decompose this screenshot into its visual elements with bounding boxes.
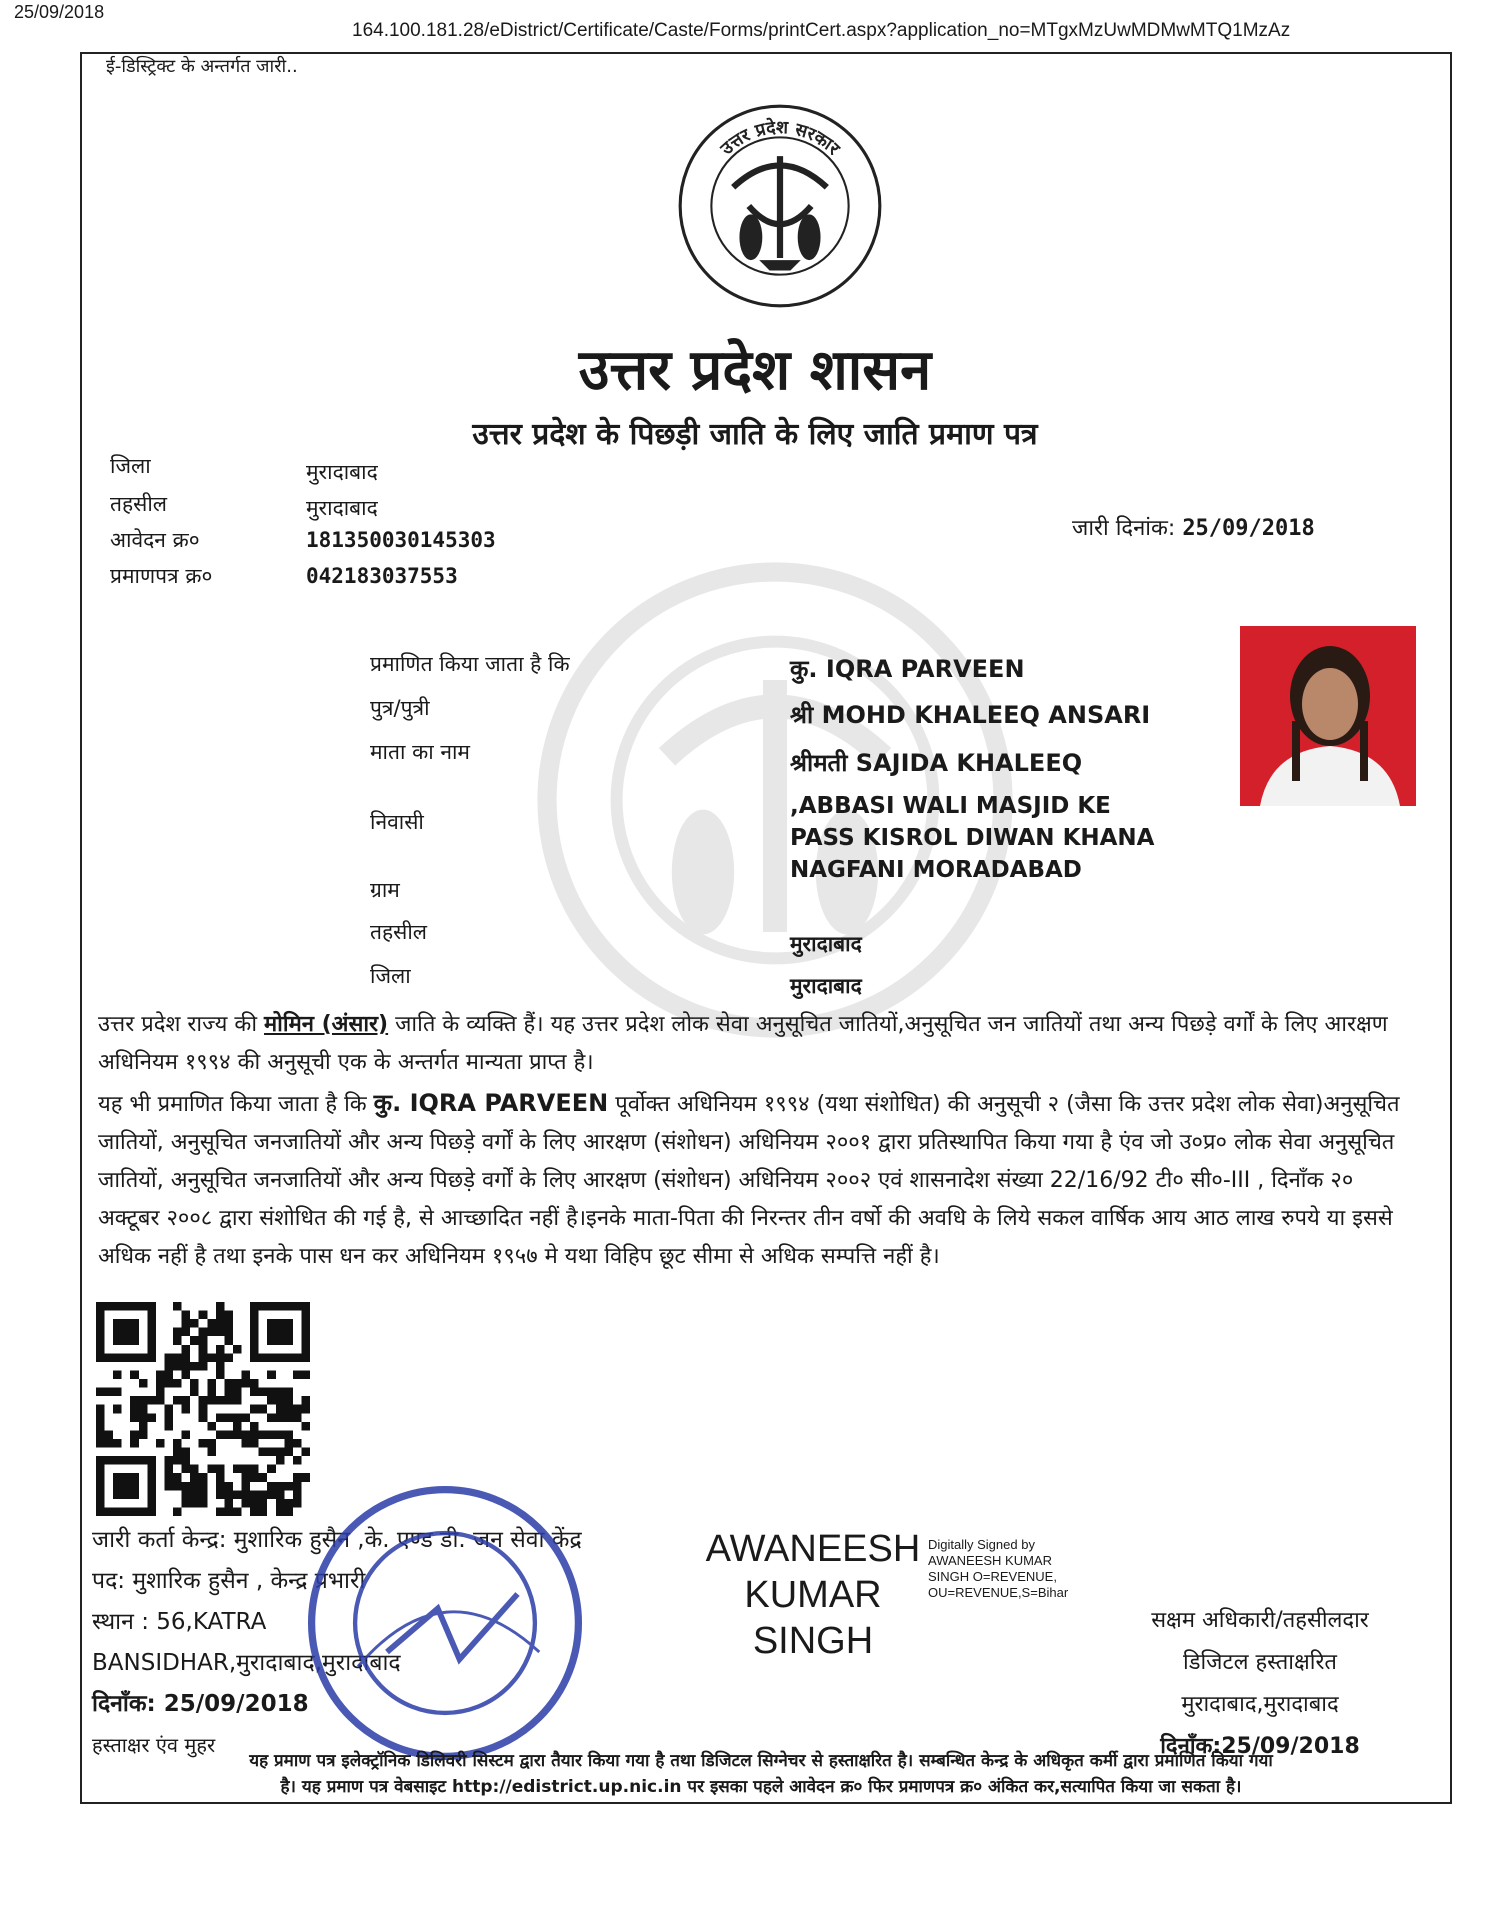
digital-signature-line: OU=REVENUE,S=Bihar [928,1585,1069,1600]
issuer-date: दिनाँक: 25/09/2018 [92,1691,309,1717]
sign-seal-label: हस्ताक्षर एंव मुहर [92,1733,216,1757]
declaration-name: कु. IQRA PARVEEN [373,1089,609,1117]
applicant-photo [1240,626,1416,806]
person-photo-icon [1240,626,1416,806]
application-number-label: आवेदन क्र० [110,528,200,552]
signer-name [690,1526,936,1664]
digital-signature-line: Digitally Signed by [928,1537,1035,1552]
digital-signature-line: AWANEESH KUMAR [928,1553,1052,1568]
address-line: NAGFANI MORADABAD [790,857,1082,883]
caste-paragraph-text: उत्तर प्रदेश राज्य की [98,1012,265,1037]
declaration-text: यह भी प्रमाणित किया जाता है कि [98,1092,374,1117]
qr-code[interactable] [96,1302,310,1516]
digital-signature-line: SINGH O=REVENUE, [928,1569,1057,1584]
village-label: ग्राम [370,878,400,902]
address-line: PASS KISROL DIWAN KHANA [790,825,1155,851]
issued-under-note: ई-डिस्ट्रिक्ट के अन्तर्गत जारी.. [106,56,298,77]
applicant-name: कु. IQRA PARVEEN [790,655,1025,683]
declaration-text: पूर्वोक्त अधिनियम १९९४ (यथा संशोधित) की अनुसूची २ (जैसा कि उत्तर प्रदेश लोक सेवा)अनुसूचित जातियों, अनुसूचित जनजातियों और अन्य पिछड़े वर्गों के लिए आरक्षण (संशोधन) अधिनियम २००१ द्वारा प्रतिस्थापित किया गया है एंव जो उ०प्र० लोक सेवा अनुसूचित जातियों, अनुसूचित जनजातियों और अन्य पिछड़े वर्गों के लिए आरक्षण (संशोधन) अधिनियम २००२ एवं शासनादेश संख्या 22/16/92 टी० सी०-III , दिनाँक २० अक्टूबर २००८ द्वारा संशोधित की गई है, से आच्छादित नहीं है।इनके माता-पिता की निरन्तर तीन वर्षो की अवधि के लिये सकल वार्षिक आय आठ लाख रुपये या इससे अधिक नहीं है तथा इनके पास धन कर अधिनियम १९५७ मे यथा विहिप छूट सीमा से अधिक सम्पत्ति नहीं है। [98,1092,1400,1269]
district-value: मुरादाबाद [306,460,378,484]
up-government-emblem [676,102,884,310]
authority-digital: डिजिटल हस्ताक्षरित [1183,1650,1337,1675]
father-name: श्री MOHD KHALEEQ ANSARI [790,701,1151,729]
signer-name-line: KUMAR [744,1574,882,1616]
authority-block [1110,1600,1410,1768]
resident-label: निवासी [370,810,424,834]
authority-date: दिनाँक:25/09/2018 [1160,1734,1360,1759]
signer-name-line: AWANEESH [705,1528,921,1570]
caste-paragraph-text: जाति के व्यक्ति हैं। यह उत्तर प्रदेश लोक सेवा अनुसूचित जातियों,अनुसूचित जन जातियों तथा अन्य पिछड़े वर्गों के लिए आरक्षण अधिनियम १९९४ की अनुसूची एक के अन्तर्गत मान्यता प्राप्त है। [98,1012,1388,1075]
district-label: जिला [110,454,151,478]
issuer-post: पद: मुशारिक हुसैन , केन्द्र प्रभारी [92,1568,366,1594]
government-title: उत्तर प्रदेश शासन [578,338,932,403]
person-tehsil-label: तहसील [370,920,427,944]
tehsil-value: मुरादाबाद [306,496,378,520]
page-url[interactable]: 164.100.181.28/eDistrict/Certificate/Caste/Forms/printCert.aspx?application_no=MTgxMzUwMDMwMTQ1MzAz [352,20,1291,41]
declaration-paragraph [98,1084,1410,1276]
emblem-text: उत्तर प्रदेश सरकार [717,118,844,160]
caste-name: मोमिन (अंसार) [264,1012,389,1037]
issuer-centre: जारी कर्ता केन्द्र: मुशारिक हुसैन ,के. एण्ड डी. जन सेवा केंद्र [92,1527,582,1553]
caste-paragraph [98,1006,1410,1082]
certificate-number-label: प्रमाणपत्र क्र० [110,564,213,588]
issuer-place: स्थान : 56,KATRA [92,1609,267,1635]
footer-line: यह प्रमाण पत्र इलेक्ट्रॉनिक डिलिवरी सिस्टम द्वारा तैयार किया गया है तथा डिजिटल सिग्नेचर से हस्ताक्षरित है। सम्बन्धित केन्द्र के अधिकृत कर्मी द्वारा प्रमाणित किया गया [249,1751,1273,1771]
certified-label: प्रमाणित किया जाता है कि [370,652,570,676]
certificate-subtitle: उत्तर प्रदेश के पिछड़ी जाति के लिए जाति प्रमाण पत्र [472,417,1038,452]
footer-line: है। यह प्रमाण पत्र वेबसाइट http://edistrict.up.nic.in पर इसका पहले आवेदन क्र० फिर प्रमाणपत्र क्र० अंकित कर,सत्यापित किया जा सकता है। [280,1777,1242,1797]
issue-date-value: 25/09/2018 [1182,516,1315,541]
authority-place: मुरादाबाद,मुरादाबाद [1181,1692,1339,1717]
person-tehsil-value: मुरादाबाद [790,932,862,956]
child-of-label: पुत्र/पुत्री [370,696,430,720]
centre-seal-stamp [300,1478,590,1768]
svg-text:उत्तर प्रदेश सरकार [716,116,843,160]
mother-name: श्रीमती SAJIDA KHALEEQ [790,749,1083,777]
digital-signature-details [928,1537,1088,1601]
person-district-value: मुरादाबाद [790,974,862,998]
signer-name-line: SINGH [752,1620,874,1662]
issue-date-label: जारी दिनांक: [1072,516,1176,541]
person-district-label: जिला [370,964,411,988]
issuer-place: BANSIDHAR,मुरादाबाद,मुरादाबाद [92,1650,401,1676]
print-date: 25/09/2018 [14,2,105,22]
issue-date [1072,512,1315,542]
address [790,790,1155,886]
application-number: 181350030145303 [306,528,496,552]
address-line: ,ABBASI WALI MASJID KE [790,793,1111,819]
authority-title: सक्षम अधिकारी/तहसीलदार [1151,1608,1369,1633]
tehsil-label: तहसील [110,492,167,516]
verification-footer [96,1748,1426,1800]
mother-label: माता का नाम [370,740,470,764]
certificate-number: 042183037553 [306,564,458,588]
